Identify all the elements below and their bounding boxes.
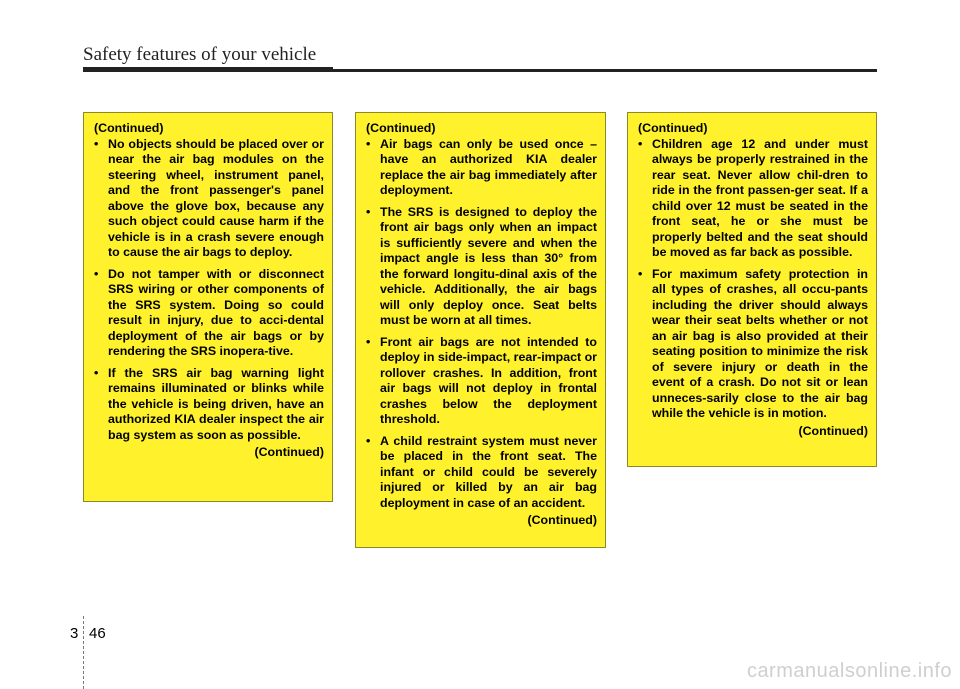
warning-list	[636, 137, 868, 422]
warning-box-3	[627, 112, 877, 467]
warning-item: • Do not tamper with or disconnect SRS wiring or other components of the SRS system. Doing so could result in injury, due to acci-dental deployment of the air bags or by rendering the SRS inopera-tive.	[94, 267, 324, 360]
warning-box-2	[355, 112, 606, 548]
page-header-title: Safety features of your vehicle	[83, 44, 317, 65]
warning-item: • Air bags can only be used once – have an authorized KIA dealer replace the air bag immediately after deployment.	[366, 137, 597, 199]
continued-label-top: (Continued)	[366, 121, 436, 135]
continued-label-bottom: (Continued)	[798, 423, 868, 438]
watermark: carmanualsonline.info	[746, 660, 952, 682]
page-number-divider	[83, 616, 85, 689]
warning-list	[364, 137, 597, 512]
warning-item: • Children age 12 and under must always be properly restrained in the rear seat. Never allow chil-dren to ride in the front passen-ger seat. If a child over 12 must be seated in the front seat, he or she must be properly belted and the seat should be moved as far back as possible.	[638, 137, 868, 261]
continued-label-bottom: (Continued)	[527, 513, 597, 527]
continued-label-top: (Continued)	[638, 121, 708, 135]
warning-list	[92, 137, 324, 444]
warning-item: • For maximum safety protection in all types of crashes, all occu-pants including the driver should always wear their seat belts whether or not an air bag is also provided at their seating position to minimize the risk of severe injury or death in the event of a crash. Do not sit or lean unneces-sarily close to the air bag while the vehicle is in motion.	[638, 267, 868, 422]
warning-item: • No objects should be placed over or near the air bag modules on the steering wheel, instrument panel, and the front passenger's panel above the glove box, because any such object could cause harm if the vehicle is in a crash severe enough to cause the air bags to deploy.	[94, 137, 324, 261]
warning-box-1	[83, 112, 333, 502]
continued-label-top: (Continued)	[94, 121, 164, 135]
header-rule	[83, 69, 877, 72]
continued-label-bottom: (Continued)	[254, 445, 324, 459]
warning-item: • A child restraint system must never be placed in the front seat. The infant or child could be severely injured or killed by an air bag deployment in case of an accident.	[366, 434, 597, 512]
warning-item: • If the SRS air bag warning light remains illuminated or blinks while the vehicle is being driven, have an authorized KIA dealer inspect the air bag system as soon as possible.	[94, 366, 324, 444]
warning-item: • Front air bags are not intended to deploy in side-impact, rear-impact or rollover crashes. In addition, front air bags will not deploy in frontal crashes below the deployment threshold.	[366, 335, 597, 428]
page-number: 46	[89, 625, 106, 642]
section-number: 3	[70, 625, 79, 642]
warning-item: • The SRS is designed to deploy the front air bags only when an impact is sufficiently severe and when the impact angle is less than 30° from the forward longitu-dinal axis of the vehicle. Additionally, the air bags will only deploy once. Seat belts must be worn at all times.	[366, 205, 597, 329]
